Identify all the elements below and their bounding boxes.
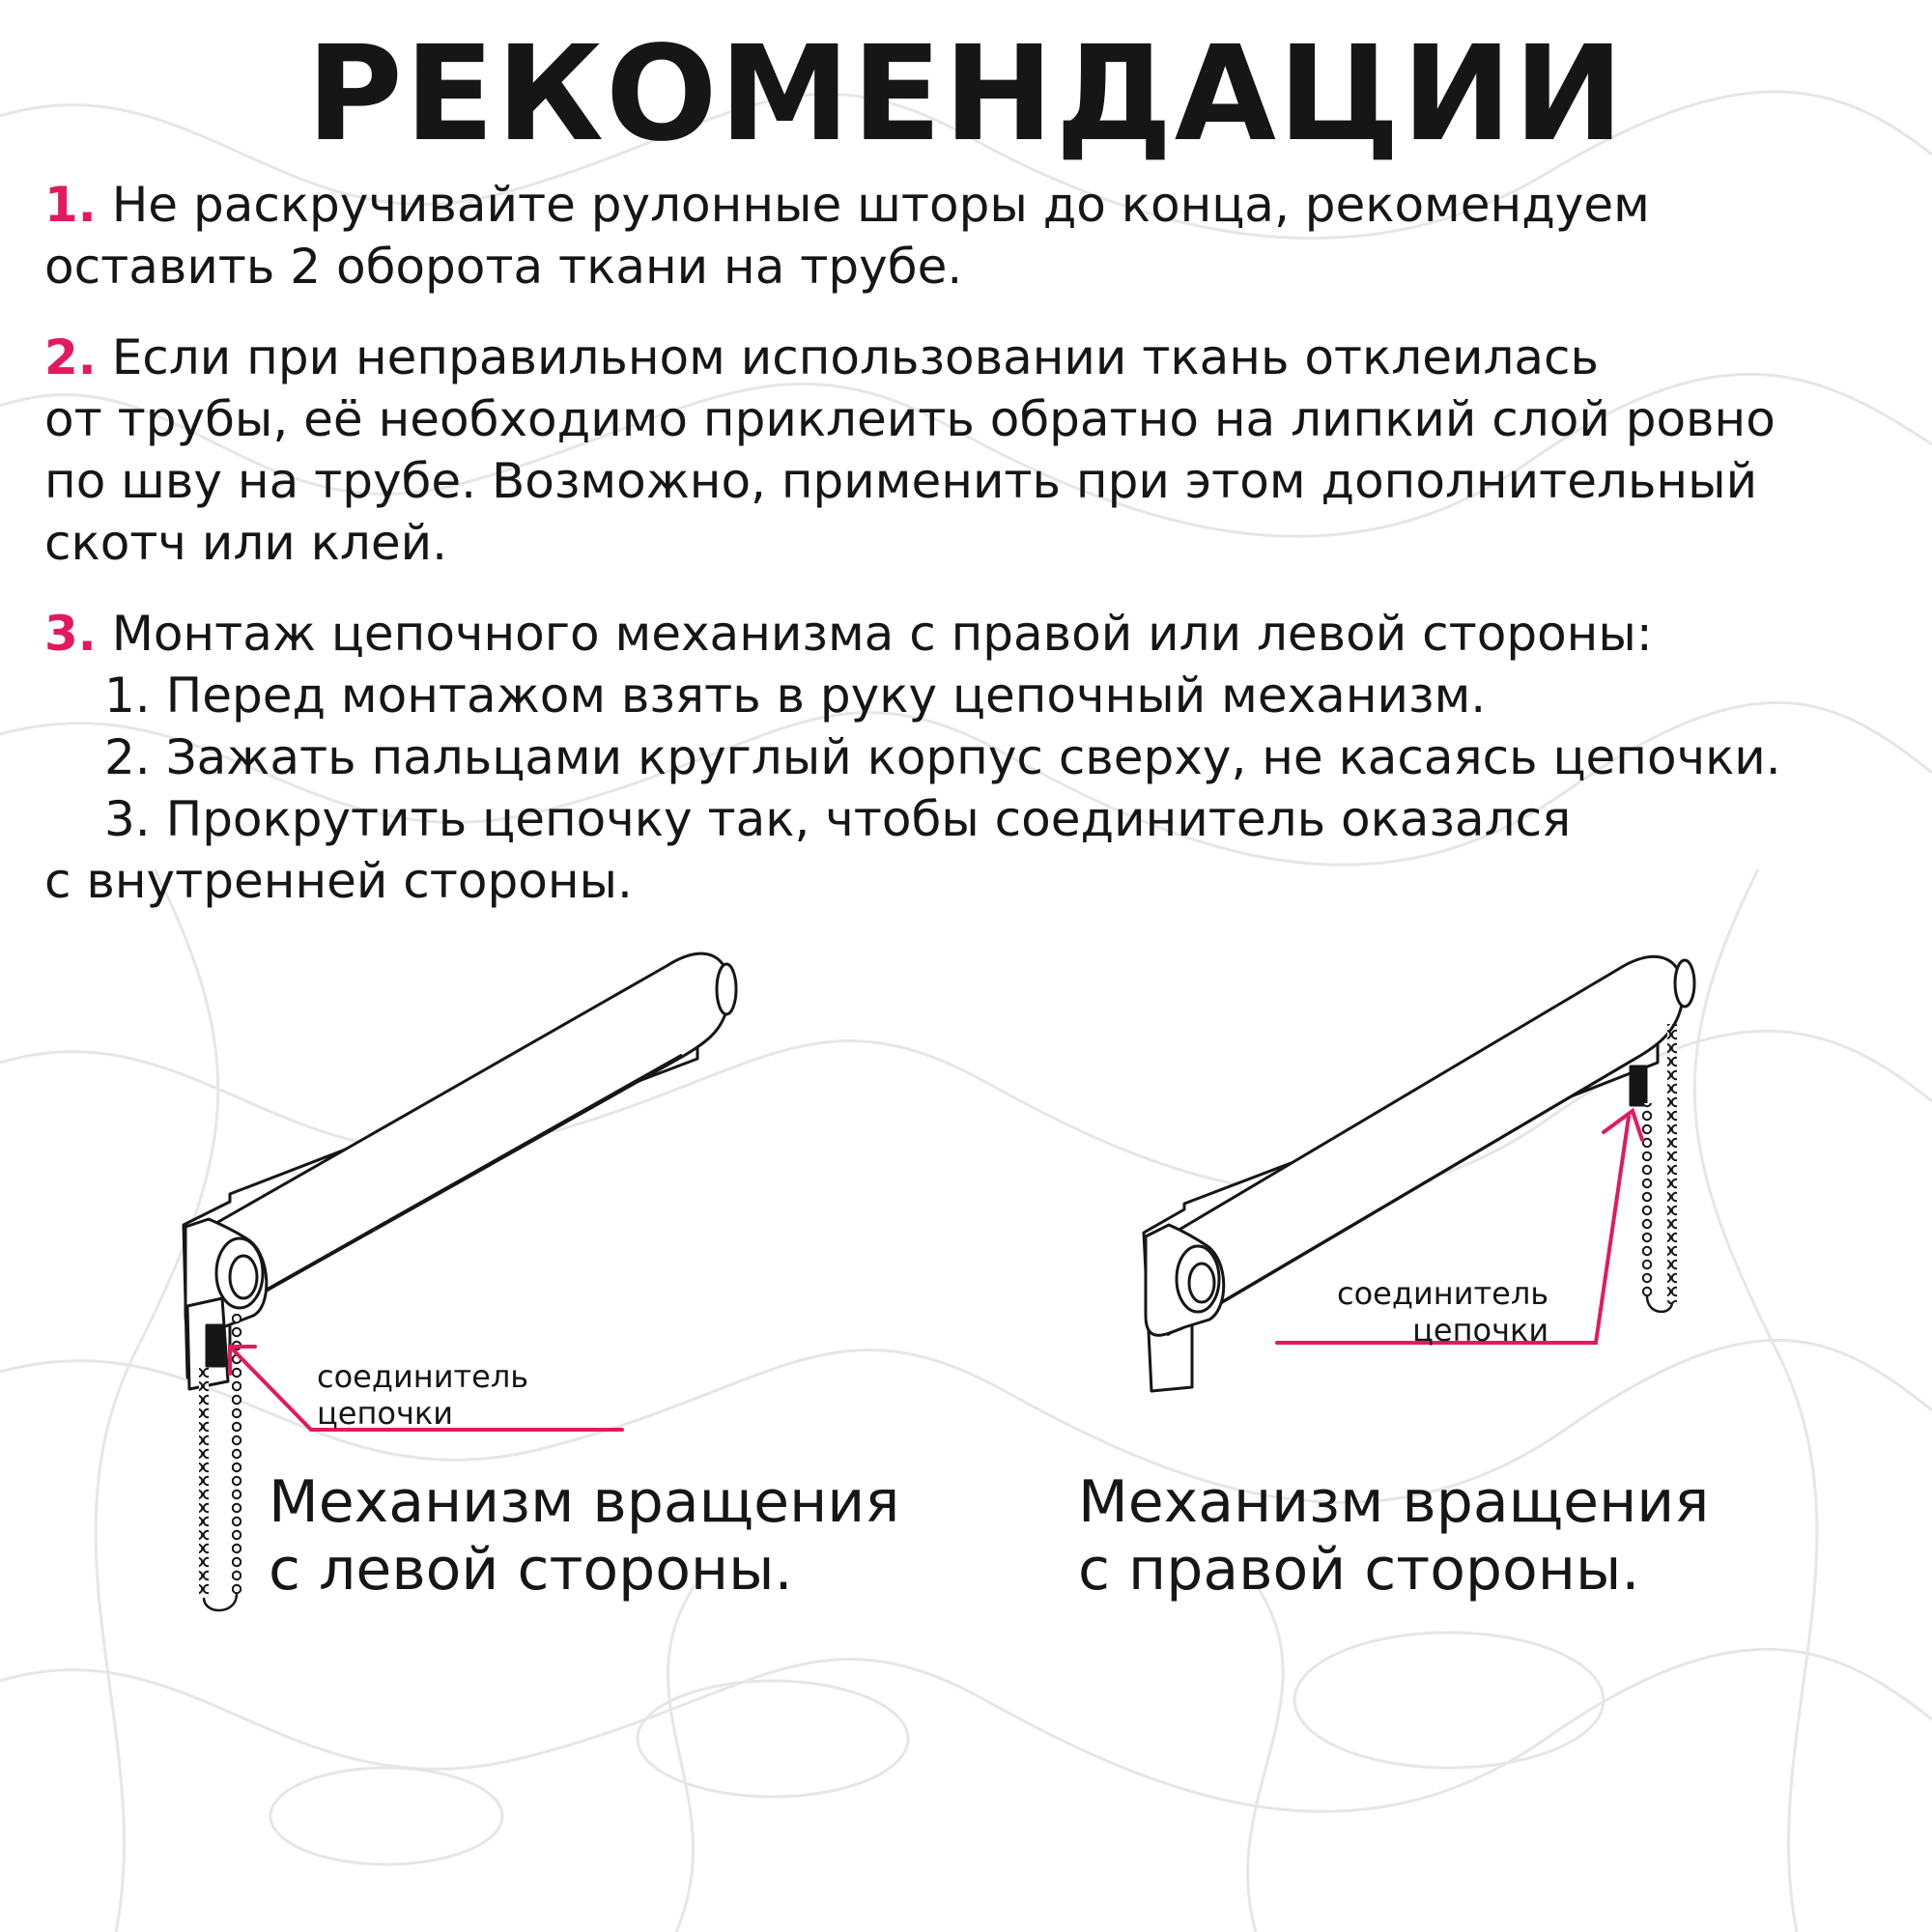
item-number: 2. [44, 329, 97, 385]
item-number: 3. [44, 606, 97, 662]
connector-label-line: соединитель [317, 1358, 529, 1395]
connector-label-line: соединитель [1337, 1275, 1549, 1312]
connector-label-line: цепочки [1412, 1312, 1549, 1349]
item-text-line: по шву на трубе. Возможно, применить при этом дополнительный [44, 453, 1758, 509]
right-connector-label [1337, 1275, 1548, 1349]
item-text-line: от трубы, её необходимо приклеить обратно на липкий слой ровно [44, 391, 1776, 447]
item-text-line: оставить 2 оборота ткани на трубе. [44, 239, 963, 295]
item-text-line: Если при неправильном использовании ткань отклеилась [111, 329, 1600, 385]
page-title: РЕКОМЕНДАЦИИ [306, 18, 1626, 171]
left-connector-label [317, 1358, 528, 1432]
caption-line: с левой стороны. [269, 1536, 793, 1604]
step-3: 3. Прокрутить цепочку так, чтобы соединитель оказался [104, 791, 1572, 847]
connector-label-line: цепочки [317, 1395, 453, 1432]
left-mechanism-caption [269, 1468, 899, 1604]
item-text-line: Монтаж цепочного механизма с правой или левой стороны: [111, 606, 1653, 662]
caption-line: Механизм вращения [1078, 1468, 1710, 1536]
item-text-line: скотч или клей. [44, 515, 447, 571]
item-number: 1. [44, 177, 97, 233]
step-2: 2. Зажать пальцами круглый корпус сверху, не касаясь цепочки. [104, 729, 1781, 785]
caption-line: с правой стороны. [1078, 1536, 1640, 1604]
right-mechanism-caption [1078, 1468, 1709, 1604]
caption-line: Механизм вращения [269, 1468, 900, 1536]
step-3-continuation: с внутренней стороны. [44, 853, 633, 909]
item-text-line: Не раскручивайте рулонные шторы до конца, рекомендуем [111, 177, 1650, 233]
step-1: 1. Перед монтажом взять в руку цепочный механизм. [104, 668, 1487, 724]
